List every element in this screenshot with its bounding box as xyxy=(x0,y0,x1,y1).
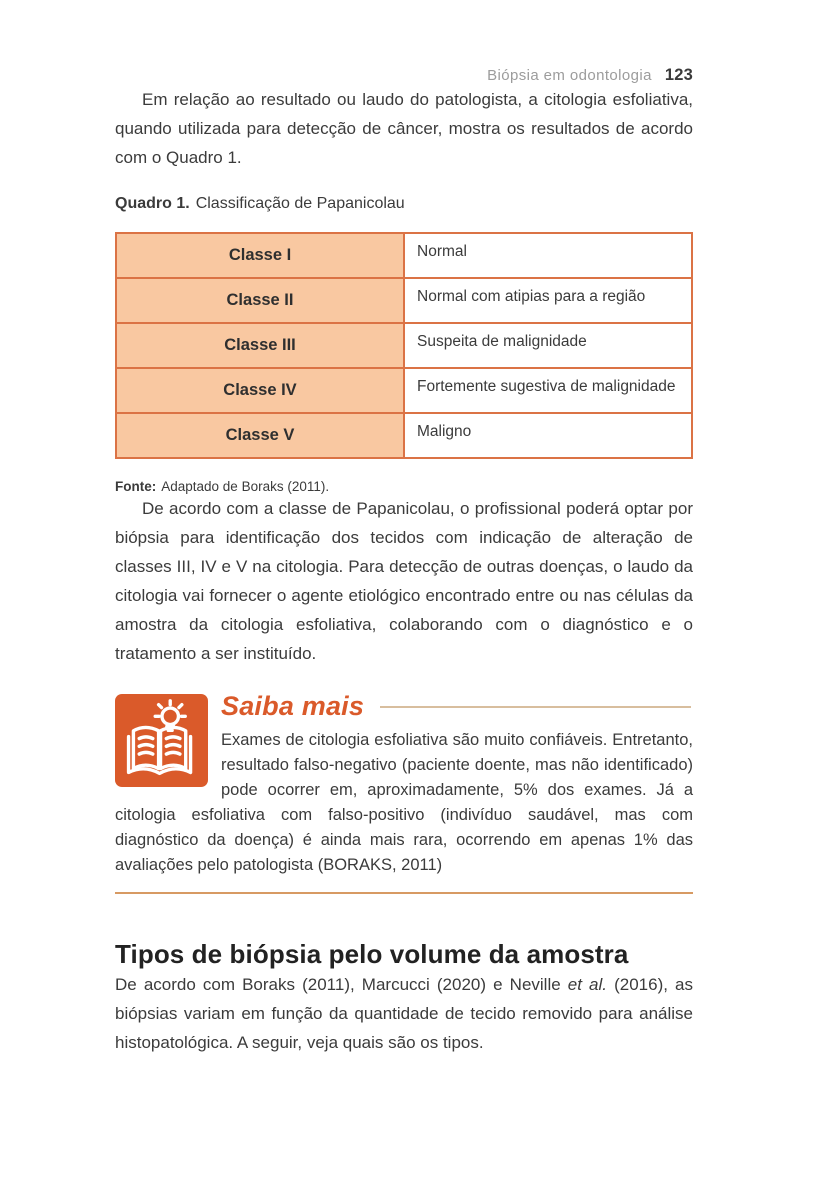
open-book-lightbulb-icon xyxy=(115,694,208,787)
class-cell: Classe III xyxy=(116,323,404,368)
class-cell: Classe I xyxy=(116,233,404,278)
running-header xyxy=(115,66,693,85)
paragraph-intro: Em relação ao resultado ou laudo do patologista, a citologia esfoliativa, quando utilizada para detecção de câncer, mostra os resultados de acordo com o Quadro 1. xyxy=(115,90,693,167)
source-text: Adaptado de Boraks (2011). xyxy=(161,479,330,494)
source-label: Fonte: xyxy=(115,479,157,494)
chapter-title: Biópsia em odontologia xyxy=(487,67,652,84)
class-cell: Classe IV xyxy=(116,368,404,413)
papanicolau-table xyxy=(115,232,693,459)
table-row xyxy=(116,233,692,278)
description-cell: Normal com atipias para a região xyxy=(404,278,692,323)
saiba-mais-callout xyxy=(115,689,693,894)
description-cell: Maligno xyxy=(404,413,692,458)
saiba-mais-title: Saiba mais xyxy=(221,691,365,721)
table-row xyxy=(116,278,692,323)
paragraph-tipos xyxy=(115,970,693,1057)
description-cell: Suspeita de malignidade xyxy=(404,323,692,368)
class-cell: Classe II xyxy=(116,278,404,323)
table-source xyxy=(115,479,693,494)
description-cell: Normal xyxy=(404,233,692,278)
table-caption-text: Classificação de Papanicolau xyxy=(195,195,405,212)
table-row xyxy=(116,413,692,458)
title-rule-line xyxy=(380,706,691,708)
table-row xyxy=(116,368,692,413)
paragraph-tipos-before: De acordo com Boraks (2011), Marcucci (2020) e Neville xyxy=(115,975,568,994)
paragraph-tipos-after: (2016), as biópsias variam em função da quantidade de tecido removido para análise histopatológica. A seguir, veja quais são os tipos. xyxy=(115,975,694,1052)
paragraph-classes: De acordo com a classe de Papanicolau, o profissional poderá optar por biópsia para identificação dos tecidos com indicação de alteração de classes III, IV e V na citologia. Para detecção de outras doenças, o laudo da citologia vai fornecer o agente etiológico encontrado entre ou nas células da amostra da citologia esfoliativa, colaborando com o diagnóstico e o tratamento a ser instituído. xyxy=(115,499,693,663)
saiba-mais-title-row xyxy=(221,689,693,722)
description-cell: Fortemente sugestiva de malignidade xyxy=(404,368,692,413)
table-caption xyxy=(115,195,693,213)
class-cell: Classe V xyxy=(116,413,404,458)
page-number: 123 xyxy=(664,66,693,84)
table-row xyxy=(116,323,692,368)
table-caption-label: Quadro 1. xyxy=(115,195,190,212)
saiba-mais-text: Exames de citologia esfoliativa são muito confiáveis. Entretanto, resultado falso-negativo (paciente doente, mas não identificado) pode ocorrer em, aproximadamente, 5% dos exames. Já a citologia esfoliativa com falso-positivo (indivíduo saudável, mas com diagnóstico da doença) é ainda mais rara, ocorrendo em apenas 1% das avaliações pelo patologista (BORAKS, 2011) xyxy=(115,731,693,874)
et-al-italic: et al. xyxy=(567,975,608,994)
section-heading: Tipos de biópsia pelo volume da amostra xyxy=(115,939,629,969)
